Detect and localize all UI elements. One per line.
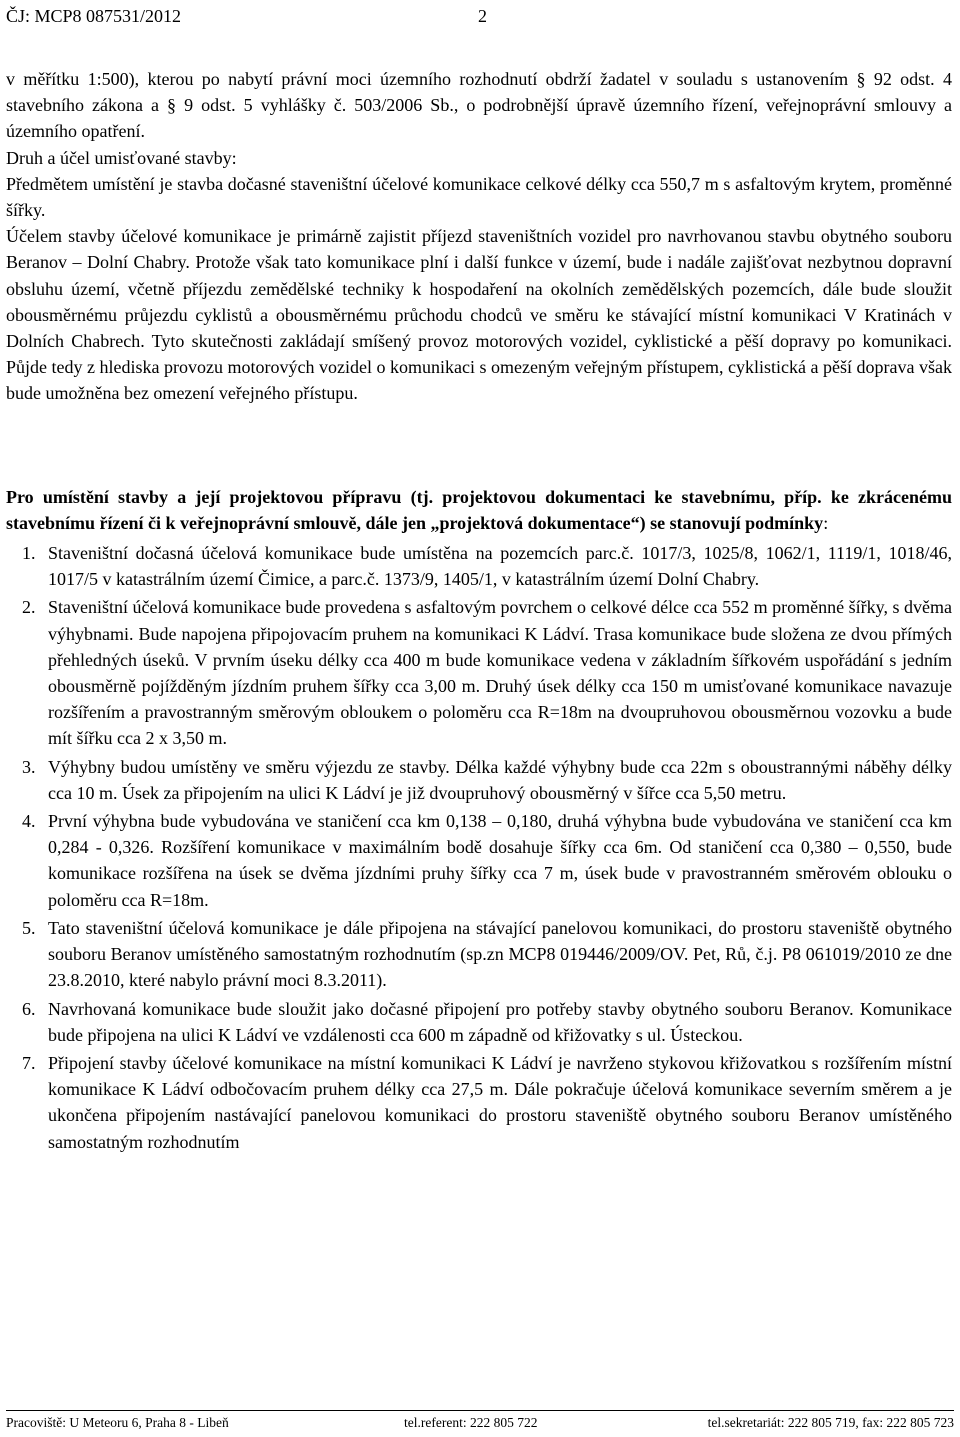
item-text: První výhybna bude vybudována ve staničení cca km 0,138 – 0,180, druhá výhybna bude vybudována ve staničení cca km 0,284 - 0,326. Rozšíření komunikace v maximálním bodě dosahuje šířky cca 6m. Od staničení cca 0,380 – 0,550, bude komunikace rozšířena na úsek se dvěma jízdními pruhy šířky cca 7 m, úsek bude v pravostranném směrovém oblouku o poloměru cca R=18m. (48, 811, 952, 910)
item-text: Připojení stavby účelové komunikace na místní komunikaci K Ládví je navrženo stykovou křižovatkou s rozšířením místní komunikace K Ládví odbočovacím pruhem délky cca 27,5 m. Dále pokračuje účelová komunikace severním směrem a je ukončena připojením nastávající panelovou komunikaci do prostoru staveniště obytného souboru Beranov umístěného samostatným rozhodnutím (48, 1052, 952, 1152)
list-item (6, 915, 952, 994)
page-number: 2 (478, 6, 487, 26)
reference-number: ČJ: MCP8 087531/2012 (6, 6, 182, 26)
list-item (6, 594, 952, 751)
item-text: Navrhovaná komunikace bude sloužit jako dočasné připojení pro potřeby stavby obytného souboru Beranov. Komunikace bude připojena na ulici K Ládví ve vzdálenosti cca 600 m západně od křižovatky s ul. Ústeckou. (48, 998, 952, 1045)
item-number: 1. (22, 543, 36, 564)
item-text: Staveništní dočasná účelová komunikace bude umístěna na pozemcích parc.č. 1017/3, 1025/8, 1062/1, 1119/1, 1018/46, 1017/5 v katastrálním území Čimice, a parc.č. 1373/9, 1405/1, v katastrálním území Dolní Chabry. (48, 543, 952, 590)
subject-paragraph: Předmětem umístění je stavba dočasné staveništní účelové komunikace celkové délky cca 550,7 m s asfaltovým krytem, proměnné šířky. (6, 173, 952, 221)
conditions-list (6, 540, 952, 1155)
list-item (6, 808, 952, 913)
page-footer (6, 1410, 954, 1437)
conditions-intro-bold: Pro umístění stavby a její projektovou přípravu (tj. projektovou dokumentaci ke stavebnímu, příp. ke zkrácenému stavebnímu řízení či k veřejnoprávní smlouvě, dále jen „projektová dokumentace“) se stanovují podmínky (6, 486, 952, 533)
spacer (6, 407, 952, 484)
footer-secretariat-phone: tel.sekretariát: 222 805 719, fax: 222 805 723 (707, 1415, 954, 1430)
item-number: 4. (22, 811, 36, 832)
purpose-paragraph: Účelem stavby účelové komunikace je primárně zajistit příjezd staveništních vozidel pro navrhovanou stavbu obytného souboru Beranov – Dolní Chabry. Protože však tato komunikace plní i další funkce v území, bude i nadále zajišťovat nezbytnou dopravní obsluhu území, včetně příjezdu zemědělské techniky k hospodaření na okolních zemědělských pozemcích, dále bude sloužit obousměrnému průjezdu cyklistů a obousměrnému průchodu chodců ve směru ke stávající místní komunikaci V Kratinách v Dolních Chabrech. Tyto skutečnosti zakládají smíšený provoz motorových vozidel, cyklistické a pěší dopravy po komunikaci. Půjde tedy z hlediska provozu motorových vozidel o komunikaci s omezeným veřejným přístupem, cyklistická a pěší doprava však bude umožněna bez omezení veřejného přístupu. (6, 226, 952, 404)
item-number: 5. (22, 917, 36, 938)
page-header (6, 6, 954, 32)
list-item (6, 1050, 952, 1155)
item-number: 6. (22, 998, 36, 1019)
footer-address: Pracoviště: U Meteoru 6, Praha 8 - Libeň (6, 1415, 229, 1430)
conditions-intro (6, 484, 952, 536)
item-text: Výhybny budou umístěny ve směru výjezdu ze stavby. Délka každé výhybny bude cca 22m s oboustrannými náběhy délky cca 10 m. Úsek za připojením na ulici K Ládví je již dvoupruhový obousměrný v šířce cca 5,50 metru. (48, 756, 952, 803)
section-heading: Druh a účel umisťované stavby: (6, 147, 237, 168)
document-body (6, 66, 952, 1155)
item-number: 3. (22, 756, 36, 777)
item-text: Tato staveništní účelová komunikace je dále připojena na stávající panelovou komunikaci, do prostoru staveniště obytného souboru Beranov umístěného samostatným rozhodnutím (sp.zn MCP8 019446/2009/OV. Pet, Rů, č.j. P8 061019/2010 ze dne 23.8.2010, které nabylo právní moci 8.3.2011). (48, 917, 952, 991)
conditions-intro-colon: : (823, 512, 829, 533)
item-number: 7. (22, 1052, 36, 1073)
item-number: 2. (22, 597, 36, 618)
footer-referent-phone: tel.referent: 222 805 722 (404, 1415, 538, 1430)
list-item (6, 996, 952, 1048)
intro-paragraph: v měřítku 1:500), kterou po nabytí právní moci územního rozhodnutí obdrží žadatel v souladu s ustanovením § 92 odst. 4 stavebního zákona a § 9 odst. 5 vyhlášky č. 503/2006 Sb., o podrobnější úpravě územního řízení, veřejnoprávní smlouvy a územního opatření. (6, 69, 952, 142)
item-text: Staveništní účelová komunikace bude provedena s asfaltovým povrchem o celkové délce cca 552 m proměnné šířky, s dvěma výhybnami. Bude napojena připojovacím pruhem na komunikaci K Ládví. Trasa komunikace bude složena ze dvou přímých přehledných úseků. V prvním úseku délky cca 400 m bude komunikace vedena v základním šířkovém uspořádání s jedním obousměrně pojížděným jízdním pruhem šířky cca 3,00 m. Druhý úsek délky cca 150 m umisťované komunikace navazuje rozšířením a pravostranným směrovým obloukem o poloměru cca R=18m na dvoupruhovou obousměrnou vozovku a bude mít šířku cca 2 x 3,50 m. (48, 597, 952, 749)
list-item (6, 754, 952, 806)
list-item (6, 540, 952, 592)
